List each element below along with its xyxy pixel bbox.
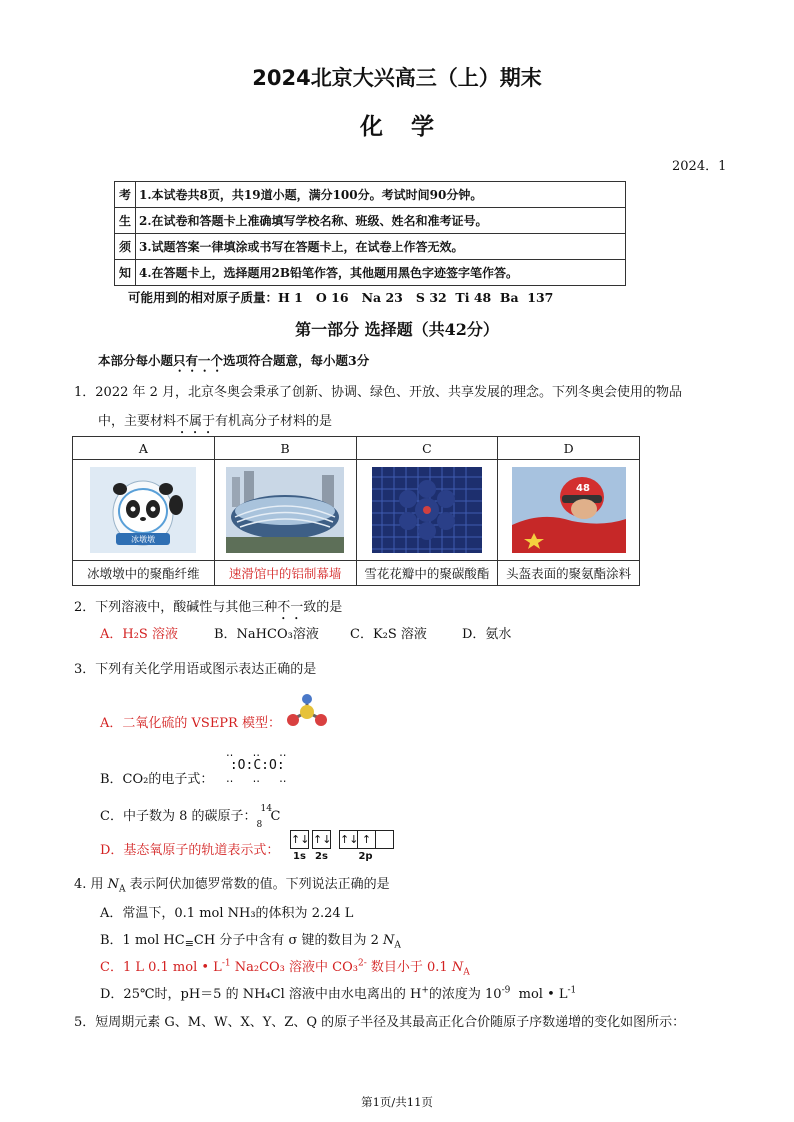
orbital-box-2p-1: ↑↓	[339, 830, 358, 849]
co2-electron-formula	[226, 746, 289, 785]
so2-vsepr-model-icon	[284, 692, 330, 728]
orbital-box-1s: ↑↓	[290, 830, 309, 849]
avogadro-symbol: N	[107, 877, 120, 892]
exam-date: 2024．1	[672, 159, 727, 174]
q1-caption-b-answer: 速滑馆中的铝制幕墙	[214, 561, 356, 586]
q2-option-c: C．K₂S 溶液	[350, 627, 427, 642]
q3-stem: 3．下列有关化学用语或图示表达正确的是	[74, 662, 317, 677]
page-footer: 第1页/共11页	[361, 1095, 433, 1109]
q4-d-sup: +	[421, 985, 429, 996]
q4-d-text: 的浓度为 10	[428, 987, 502, 1002]
q3-option-d-answer: D．基态氧原子的轨道表示式：	[100, 843, 280, 858]
q3-option-c	[100, 803, 281, 830]
speed-skating-oval-image	[226, 467, 344, 553]
subject-title: 化学	[360, 114, 462, 140]
orbital-box-2p-3	[376, 830, 394, 849]
q2-text: 2．下列溶液中，酸碱性与其他三种	[74, 600, 278, 615]
q3-option-b: B．CO₂的电子式：	[100, 772, 214, 787]
q1-header-a: A	[73, 437, 215, 460]
q4-d-sup: -9	[501, 985, 511, 996]
q4-c-sup: -1	[221, 958, 231, 969]
co2-dots-top: ‥ ‥ ‥	[226, 746, 289, 759]
q2-option-a-answer: A．H₂S 溶液	[100, 627, 178, 642]
q4-d-text: mol • L	[510, 987, 568, 1002]
avogadro-sub: A	[394, 940, 401, 951]
q1-header-b: B	[214, 437, 356, 460]
skater-helmet-image	[512, 467, 626, 553]
q5-stem: 5．短周期元素 G、M、W、X、Y、Z、Q 的原子半径及其最高正化合价随原子序数递增的变化如图所示：	[74, 1015, 686, 1030]
carbon-symbol: C	[270, 809, 281, 824]
q4-option-a: A．常温下，0.1 mol NH₃的体积为 2.24 L	[100, 906, 354, 921]
q4-c-text: 数目小于 0.1	[366, 960, 452, 975]
q1-header-d: D	[498, 437, 640, 460]
carbon-isotope-notation	[256, 803, 272, 830]
triple-bond-symbol: ≡	[184, 937, 194, 950]
q4-c-text: Na₂CO₃ 溶液中 CO₃	[230, 960, 358, 975]
q1-text: 中，主要材料	[98, 414, 177, 429]
avogadro-sub: A	[463, 967, 470, 978]
part1-instruction	[98, 351, 369, 375]
instruction-text: 本部分每小题	[98, 353, 174, 368]
q4-b-text: B．1 mol HC	[100, 933, 185, 948]
q4-d-sup: -1	[567, 985, 577, 996]
avogadro-symbol: N	[383, 933, 395, 948]
bing-dwen-dwen-label: 冰墩墩	[131, 535, 156, 544]
q1-caption-d: 头盔表面的聚氨酯涂料	[498, 561, 640, 586]
q1-options-table	[72, 436, 640, 586]
q4-option-b	[100, 929, 401, 951]
svg-text:48: 48	[575, 483, 590, 494]
q2-option-d: D．氨水	[462, 627, 512, 642]
q1-caption-c: 雪花花瓣中的聚碳酸酯	[356, 561, 498, 586]
q1-image-cell-b	[214, 460, 356, 561]
q3-c-text: C．中子数为 8 的碳原子：	[100, 809, 257, 824]
q1-caption-a: 冰墩墩中的聚酯纤维	[73, 561, 215, 586]
avogadro-symbol: N	[451, 960, 464, 975]
part1-title: 第一部分 选择题（共42分）	[295, 320, 499, 339]
exam-notice-table	[114, 181, 626, 286]
q4-text: 表示阿伏加德罗常数的值。下列说法正确的是	[125, 877, 390, 892]
co2-dots-bottom: ‥ ‥ ‥	[226, 772, 289, 785]
q4-b-text: CH 分子中含有 σ 键的数目为 2	[193, 933, 383, 948]
q4-option-c-answer	[100, 956, 470, 978]
mass-number: 14	[260, 803, 272, 814]
orbital-label-2s: 2s	[315, 851, 328, 862]
q1-emphasis: 不属于	[176, 414, 216, 429]
q1-image-cell-d	[498, 460, 640, 561]
atomic-number: 8	[256, 819, 263, 830]
q2-options	[100, 623, 511, 642]
notice-side-char: 知	[115, 260, 136, 286]
q2-stem	[74, 596, 342, 623]
q4-text: 4. 用	[74, 877, 108, 892]
q3-option-a-answer: A．二氧化硫的 VSEPR 模型：	[100, 716, 281, 731]
instruction-text: 选项符合题意，每小题3分	[223, 353, 370, 368]
orbital-label-1s: 1s	[293, 851, 306, 862]
notice-item: 4.在答题卡上，选择题用2B铅笔作答，其他题用黑色字迹签字笔作答。	[136, 260, 626, 286]
bing-dwen-dwen-image	[90, 467, 196, 553]
q1-image-cell-c	[356, 460, 498, 561]
q2-emphasis: 不一	[277, 600, 304, 615]
notice-side-char: 生	[115, 208, 136, 234]
q2-option-b: B．NaHCO₃溶液	[214, 627, 319, 642]
notice-side-char: 须	[115, 234, 136, 260]
snowflake-petal-image	[372, 467, 482, 553]
exam-title: 2024北京大兴高三（上）期末	[252, 66, 542, 90]
q1-header-c: C	[356, 437, 498, 460]
q1-text: 有机高分子材料的是	[215, 414, 333, 429]
orbital-box-2s: ↑↓	[312, 830, 331, 849]
notice-side-char: 考	[115, 182, 136, 208]
q4-option-d	[100, 983, 576, 1002]
q1-image-cell-a	[73, 460, 215, 561]
q4-c-text: C．1 L 0.1 mol • L	[100, 960, 222, 975]
notice-item: 3.试题答案一律填涂或书写在答题卡上，在试卷上作答无效。	[136, 234, 626, 260]
co2-formula-text: :O:C:O:	[229, 758, 285, 773]
avogadro-sub: A	[119, 884, 126, 895]
notice-item: 1.本试卷共8页，共19道小题，满分100分。考试时间90分钟。	[136, 182, 626, 208]
q4-c-sup: 2-	[357, 958, 367, 969]
q4-d-text: D．25℃时，pH＝5 的 NH₄Cl 溶液中由水电离出的 H	[100, 987, 422, 1002]
q1-stem-line1: 1．2022 年 2 月，北京冬奥会秉承了创新、协调、绿色、开放、共享发展的理念。下列冬奥会使用的物品	[74, 385, 683, 400]
orbital-label-2p: 2p	[358, 851, 373, 862]
q1-stem-line2	[98, 410, 332, 437]
q2-text: 致的是	[303, 600, 343, 615]
orbital-box-2p-2: ↑	[358, 830, 376, 849]
atomic-masses: 可能用到的相对原子质量：H 1 O 16 Na 23 S 32 Ti 48 Ba 137	[128, 290, 554, 305]
q4-stem	[74, 873, 390, 895]
notice-item: 2.在试卷和答题卡上准确填写学校名称、班级、姓名和准考证号。	[136, 208, 626, 234]
oxygen-orbital-diagram	[290, 830, 394, 862]
instruction-emphasis: 只有一个	[173, 353, 224, 368]
